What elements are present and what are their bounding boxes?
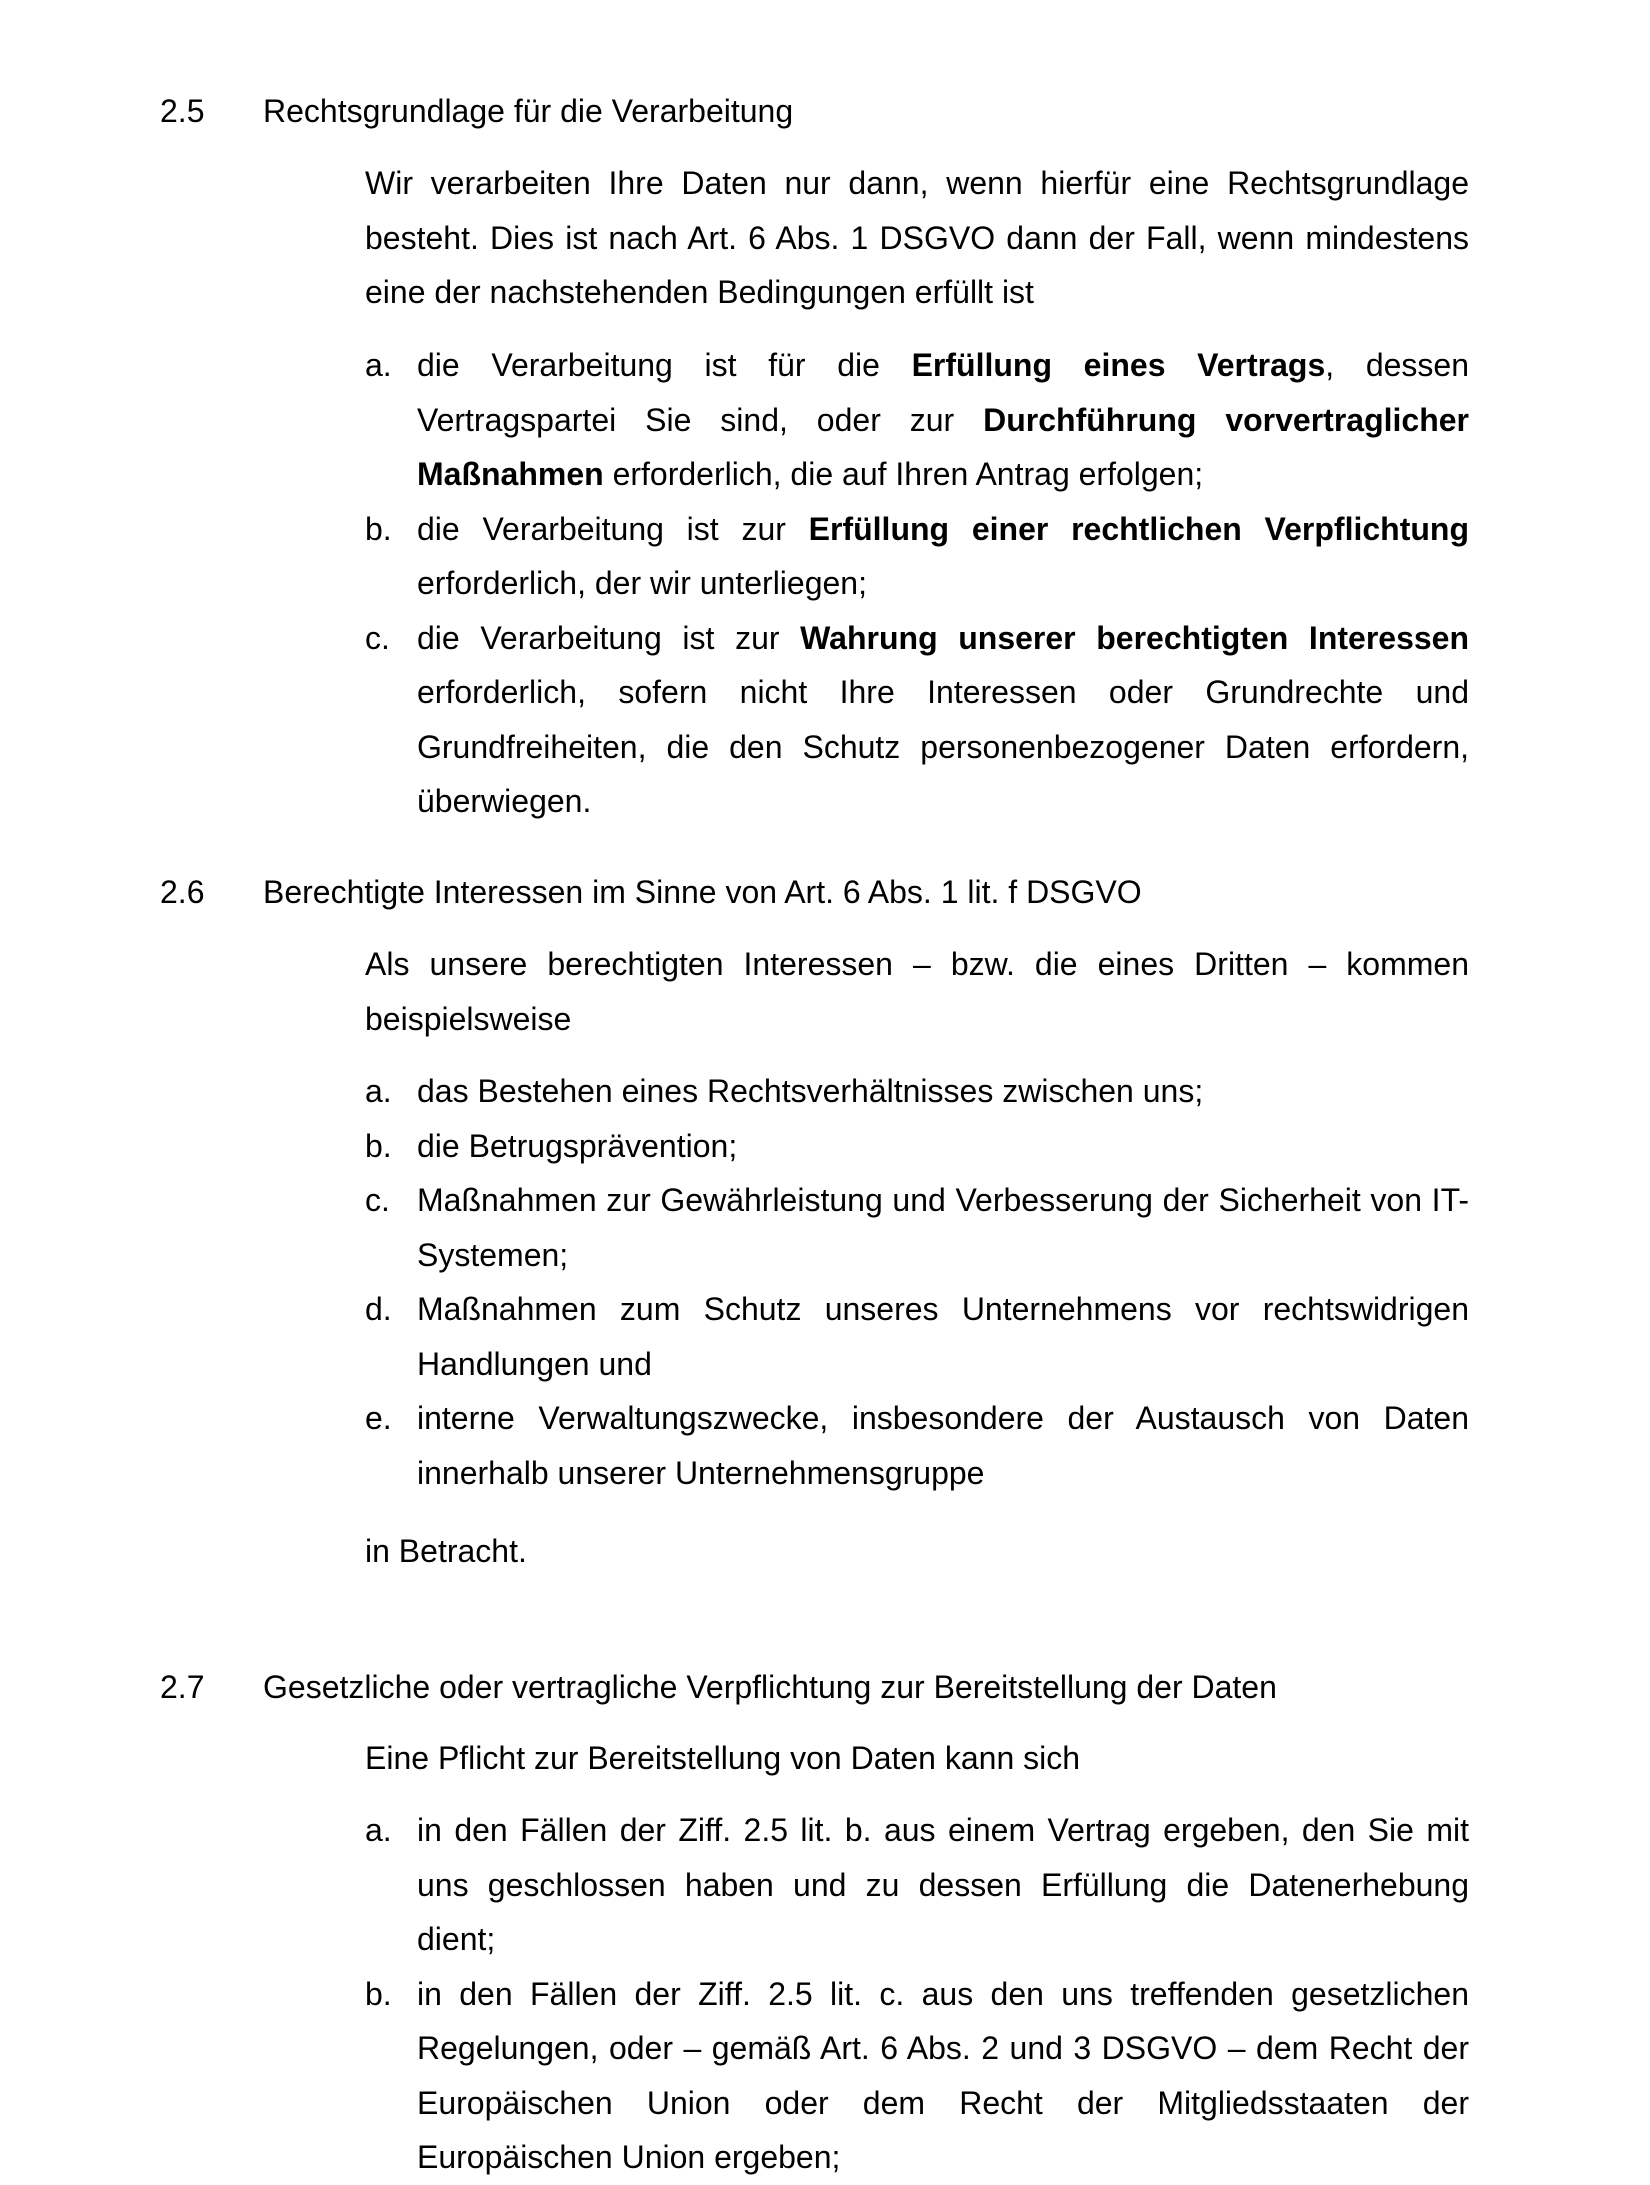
item-text: das Bestehen eines Rechtsverhältnisses zwischen uns;: [417, 1073, 1204, 1109]
item-text: in den Fällen der Ziff. 2.5 lit. b. aus einem Vertrag ergeben, den Sie mit uns geschlossen haben und zu dessen Erfüllung die Datenerhebung dient;: [417, 1812, 1469, 1957]
section-intro: Als unsere berechtigten Interessen – bzw. die eines Dritten – kommen beispielsweise: [365, 946, 1469, 1037]
list-marker: a.: [365, 1812, 392, 1848]
list-marker: c.: [365, 1182, 390, 1218]
item-text: erforderlich, sofern nicht Ihre Interessen oder Grundrechte und Grundfreiheiten, die den Schutz personenbezogener Daten erfordern, überwiegen.: [417, 674, 1469, 819]
list-marker: e.: [365, 1400, 392, 1436]
list-item: [365, 1803, 1469, 1967]
section-number: 2.7: [160, 1669, 205, 1705]
list-marker: c.: [365, 619, 390, 656]
item-emphasis: Durchführung vorvertraglicher Maßnahmen: [417, 401, 1470, 492]
section-title: Gesetzliche oder vertragliche Verpflichtung zur Bereitstellung der Daten: [263, 1669, 1277, 1705]
section-list: [365, 1064, 1469, 1500]
item-text: die Betrugsprävention;: [417, 1127, 738, 1164]
item-text: erforderlich, die auf Ihren Antrag erfolgen;: [603, 456, 1204, 492]
list-item: [365, 1391, 1469, 1500]
section-title: Rechtsgrundlage für die Verarbeitung: [263, 93, 794, 129]
list-item: [365, 1064, 1469, 1119]
item-text: Maßnahmen zum Schutz unseres Unternehmens vor rechtswidrigen Handlungen und: [417, 1291, 1469, 1382]
item-text: Maßnahmen zur Gewährleistung und Verbesserung der Sicherheit von IT-Systemen;: [417, 1182, 1469, 1273]
list-marker: a.: [365, 1073, 392, 1109]
item-text: die Verarbeitung ist zur: [417, 619, 801, 656]
section-list: [365, 1803, 1469, 2185]
section-number: 2.5: [160, 93, 205, 129]
list-item: [365, 1282, 1469, 1391]
list-marker: b.: [365, 1975, 392, 2012]
item-emphasis: Erfüllung eines Vertrags: [911, 347, 1326, 383]
item-text: , dessen Vertragspartei Sie sind, oder zur: [417, 347, 1469, 438]
list-item: [365, 1967, 1469, 2185]
section-title: Berechtigte Interessen im Sinne von Art. 6 Abs. 1 lit. f DSGVO: [263, 874, 1142, 910]
section-closing: in Betracht.: [365, 1533, 527, 1569]
item-text: interne Verwaltungszwecke, insbesondere der Austausch von Daten innerhalb unserer Unternehmensgruppe: [417, 1400, 1469, 1491]
item-text: erforderlich, der wir unterliegen;: [417, 565, 867, 601]
list-item: [365, 1119, 1469, 1174]
item-text: die Verarbeitung ist zur: [417, 510, 809, 547]
list-marker: b.: [365, 1127, 392, 1164]
list-item: [365, 502, 1469, 611]
section-number: 2.6: [160, 874, 205, 910]
list-item: [365, 611, 1469, 829]
list-marker: b.: [365, 510, 392, 547]
section-intro: Wir verarbeiten Ihre Daten nur dann, wenn hierfür eine Rechtsgrundlage besteht. Dies ist nach Art. 6 Abs. 1 DSGVO dann der Fall, wenn mindestens eine der nachstehenden Bedingungen erfüllt ist: [365, 165, 1469, 310]
list-item: [365, 1173, 1469, 1282]
section-list: [365, 338, 1469, 829]
item-emphasis: Wahrung unserer berechtigten Interessen: [800, 619, 1470, 656]
item-emphasis: Erfüllung einer rechtlichen Verpflichtung: [808, 510, 1470, 547]
item-text: in den Fällen der Ziff. 2.5 lit. c. aus den uns treffenden gesetzlichen Regelungen, oder – gemäß Art. 6 Abs. 2 und 3 DSGVO – dem Recht der Europäischen Union oder dem Recht der Mitgliedsstaaten der Europäischen Union ergeben;: [417, 1975, 1469, 2175]
list-item: [365, 338, 1469, 502]
section-intro: Eine Pflicht zur Bereitstellung von Daten kann sich: [365, 1740, 1081, 1776]
item-text: die Verarbeitung ist für die: [417, 347, 912, 383]
list-marker: d.: [365, 1291, 392, 1327]
list-marker: a.: [365, 347, 392, 383]
